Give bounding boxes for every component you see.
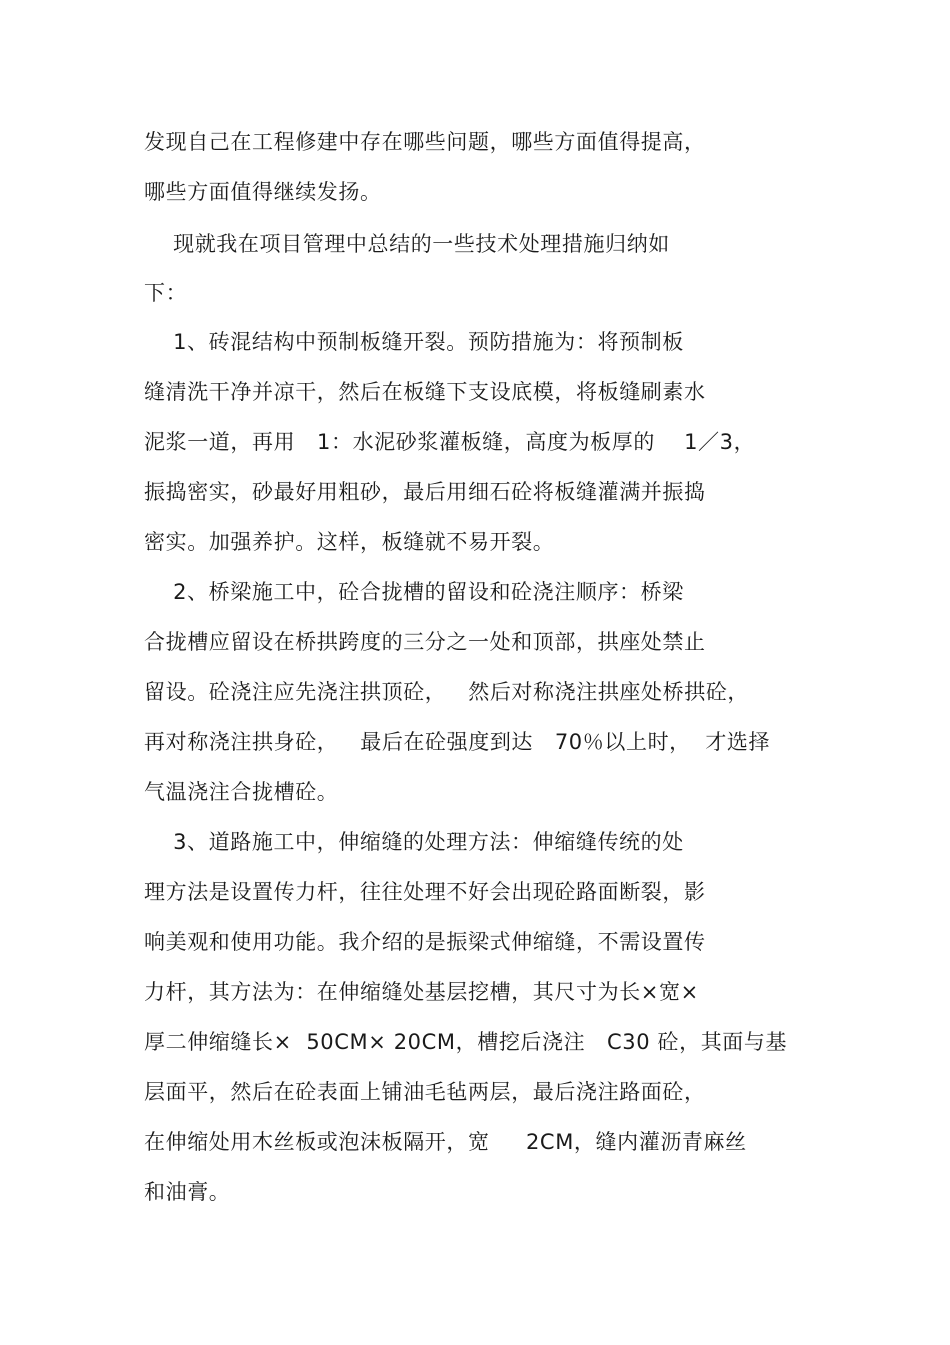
text-line: 力杆，其方法为：在伸缩缝处基层挖槽，其尺寸为长×宽× [144,980,699,1004]
text-line: 2、桥梁施工中，砼合拢槽的留设和砼浇注顺序：桥梁 [144,580,684,604]
text-line: 理方法是设置传力杆，往往处理不好会出现砼路面断裂，影 [144,880,706,904]
text-line: 气温浇注合拢槽砼。 [144,780,339,804]
text-line: 缝清洗干净并凉干，然后在板缝下支设底模，将板缝刷素水 [144,380,706,404]
text-line: 再对称浇注拱身砼， 最后在砼强度到达 70％以上时， 才选择 [144,730,771,754]
text-line: 留设。砼浇注应先浇注拱顶砼， 然后对称浇注拱座处桥拱砼， [144,680,750,704]
text-line: 密实。加强养护。这样，板缝就不易开裂。 [144,530,555,554]
text-line: 在伸缩处用木丝板或泡沫板隔开，宽 2CM，缝内灌沥青麻丝 [144,1130,747,1154]
text-line: 3、道路施工中，伸缩缝的处理方法：伸缩缝传统的处 [144,830,684,854]
text-line: 现就我在项目管理中总结的一些技术处理措施归纳如 [144,232,670,256]
text-line: 合拢槽应留设在桥拱跨度的三分之一处和顶部，拱座处禁止 [144,630,706,654]
text-line: 哪些方面值得继续发扬。 [144,180,382,204]
text-line: 和油膏。 [144,1180,231,1204]
text-line: 发现自己在工程修建中存在哪些问题，哪些方面值得提高， [144,130,706,154]
text-line: 泥浆一道，再用 1：水泥砂浆灌板缝，高度为板厚的 1／3， [144,430,756,454]
text-line: 振捣密实，砂最好用粗砂，最后用细石砼将板缝灌满并振捣 [144,480,706,504]
text-line: 1、砖混结构中预制板缝开裂。预防措施为：将预制板 [144,330,684,354]
text-line: 层面平，然后在砼表面上铺油毛毡两层，最后浇注路面砼， [144,1080,706,1104]
text-line: 响美观和使用功能。我介绍的是振梁式伸缩缝，不需设置传 [144,930,706,954]
text-line: 厚二伸缩缝长× 50CM× 20CM，槽挖后浇注 C30 砼，其面与基 [144,1030,788,1054]
text-line: 下： [144,281,188,305]
